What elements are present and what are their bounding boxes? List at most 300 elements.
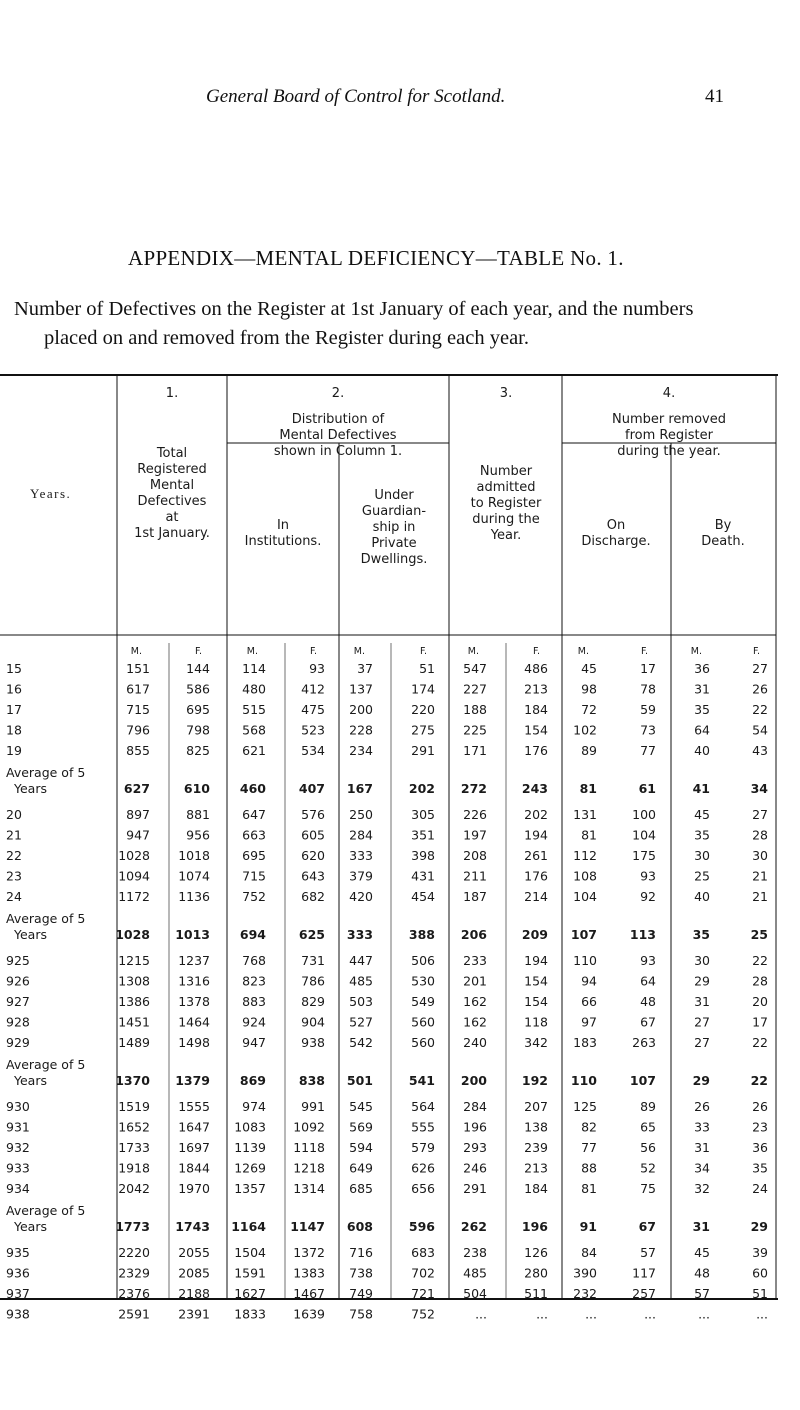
table-cell: 379 (349, 868, 373, 884)
table-cell: 40 (694, 743, 710, 758)
col4b-header-line: By (714, 518, 732, 533)
table-cell: 721 (411, 1286, 435, 1301)
table-cell: 27 (752, 807, 768, 822)
table-row (6, 1245, 768, 1260)
table-cell: 176 (524, 743, 548, 758)
table-cell: 284 (349, 827, 373, 843)
table-cell: 232 (573, 1286, 597, 1301)
table-cell: 26 (752, 1099, 768, 1114)
table-cell: 305 (411, 807, 435, 822)
col3-header-line: to Register (470, 496, 542, 511)
table-cell: 64 (694, 722, 710, 738)
table-cell: 48 (640, 994, 656, 1009)
table-cell: 576 (301, 807, 325, 822)
table-cell: 1498 (178, 1035, 210, 1050)
table-cell: 75 (640, 1181, 656, 1196)
table-cell: 126 (524, 1245, 548, 1260)
table-cell: 214 (524, 889, 548, 904)
table-cell: 656 (411, 1181, 435, 1196)
table-cell: 33 (694, 1119, 710, 1135)
table-cell: 35 (752, 1160, 768, 1176)
table-cell: 262 (460, 1219, 487, 1234)
table-cell: 197 (463, 827, 487, 843)
col4-number: 4. (662, 386, 676, 401)
table-cell: 28 (752, 827, 768, 843)
table-cell: 991 (301, 1099, 325, 1114)
col4-header-line: Number removed (612, 412, 726, 427)
table-row (6, 1035, 768, 1050)
data-table (0, 373, 780, 1322)
table-cell: 2391 (178, 1306, 210, 1322)
table-cell: 1555 (178, 1099, 210, 1114)
table-cell: 620 (301, 848, 325, 863)
year-cell: 932 (6, 1140, 30, 1155)
description-line-1: Number of Defectives on the Register at 1st January of each year, and the numbers (14, 298, 694, 320)
table-cell: 227 (463, 681, 487, 697)
table-cell: 78 (640, 681, 656, 697)
male-header: M. (467, 646, 479, 657)
table-cell: 388 (408, 927, 435, 942)
table-cell: 647 (242, 807, 266, 822)
table-cell: 1357 (234, 1181, 266, 1196)
table-cell: 114 (242, 661, 266, 676)
table-cell: 486 (524, 661, 548, 676)
table-cell: 151 (126, 661, 150, 676)
table-cell: 1591 (234, 1265, 266, 1281)
table-cell: 72 (581, 702, 597, 717)
table-cell: 1519 (118, 1099, 150, 1114)
table-cell: 175 (632, 848, 656, 863)
table-cell: 17 (640, 661, 656, 676)
table-cell: 81 (581, 1181, 597, 1196)
table-cell: 48 (694, 1265, 710, 1281)
col2a-header-line: Institutions. (244, 534, 322, 549)
table-cell: 54 (752, 722, 768, 738)
table-cell: 715 (126, 702, 150, 717)
col2a-header-line: In (276, 518, 290, 533)
col2-header-line: Mental Defectives (279, 428, 397, 443)
table-cell: 798 (186, 722, 210, 738)
table-cell: 21 (752, 889, 768, 904)
table-cell: 32 (694, 1181, 710, 1196)
table-cell: 569 (349, 1119, 373, 1135)
table-cell: 228 (349, 722, 373, 738)
table-cell: 40 (694, 889, 710, 904)
table-cell: 2085 (178, 1265, 210, 1281)
table-cell: 31 (694, 1140, 710, 1155)
col2b-header-line: ship in (372, 520, 416, 535)
year-cell: 927 (6, 994, 30, 1009)
table-cell: 702 (411, 1265, 435, 1281)
table-cell: 88 (581, 1160, 597, 1176)
year-cell: 15 (6, 661, 22, 676)
table-cell: 275 (411, 722, 435, 738)
table-row (6, 1015, 768, 1030)
table-cell: 201 (463, 973, 487, 989)
table-cell: 869 (239, 1073, 266, 1088)
table-cell: 280 (524, 1265, 548, 1281)
table-cell: 17 (752, 1014, 768, 1030)
year-cell: 18 (6, 722, 22, 738)
sex-header-row (131, 646, 760, 657)
year-cell: 928 (6, 1014, 30, 1030)
average-row (6, 911, 768, 942)
year-cell: 17 (6, 702, 22, 717)
table-row (6, 743, 768, 758)
average-label: Years (14, 927, 47, 942)
table-cell: 1504 (234, 1245, 266, 1260)
table-cell: 534 (301, 743, 325, 758)
table-cell: 104 (632, 827, 656, 843)
year-cell: 931 (6, 1119, 30, 1135)
table-row (6, 1307, 768, 1322)
table-cell: 125 (573, 1099, 597, 1114)
table-cell: 209 (521, 927, 548, 942)
table-heading: APPENDIX—MENTAL DEFICIENCY—TABLE No. 1. (128, 246, 624, 270)
table-cell: 31 (694, 994, 710, 1009)
table-row (6, 807, 768, 822)
table-cell: 586 (186, 681, 210, 697)
table-cell: 1833 (234, 1306, 266, 1322)
table-cell: 36 (694, 661, 710, 676)
table-cell: 238 (463, 1245, 487, 1260)
table-cell: 715 (242, 868, 266, 884)
male-header: M. (246, 646, 258, 657)
table-cell: ... (585, 1306, 597, 1322)
male-header: M. (130, 646, 142, 657)
table-cell: 30 (752, 848, 768, 863)
table-cell: 523 (301, 722, 325, 738)
table-row (6, 682, 768, 697)
table-cell: 625 (298, 927, 325, 942)
table-cell: 261 (524, 848, 548, 863)
table-cell: 390 (573, 1265, 597, 1281)
table-cell: 1844 (178, 1160, 210, 1176)
average-row (6, 765, 768, 796)
year-cell: 938 (6, 1306, 30, 1322)
table-cell: 560 (411, 1035, 435, 1050)
table-cell: 1639 (293, 1306, 325, 1322)
table-cell: 45 (694, 807, 710, 822)
table-cell: 29 (692, 1073, 710, 1088)
table-cell: 1489 (118, 1035, 150, 1050)
table-cell: 89 (640, 1099, 656, 1114)
table-cell: 504 (463, 1286, 487, 1301)
average-label: Years (14, 781, 47, 796)
table-cell: 257 (632, 1286, 656, 1301)
table-cell: 974 (242, 1099, 266, 1114)
table-cell: 547 (463, 661, 487, 676)
table-cell: 1237 (178, 953, 210, 968)
table-cell: 93 (640, 868, 656, 884)
col2-header-line: shown in Column 1. (273, 444, 403, 459)
table-cell: 77 (581, 1140, 597, 1155)
table-cell: 1647 (178, 1119, 210, 1135)
table-cell: 333 (346, 927, 373, 942)
table-cell: 2329 (118, 1265, 150, 1281)
table-row (6, 1161, 768, 1176)
table-cell: 897 (126, 807, 150, 822)
table-cell: 29 (694, 973, 710, 989)
table-cell: 284 (463, 1099, 487, 1114)
table-cell: 234 (349, 743, 373, 758)
table-cell: 82 (581, 1119, 597, 1135)
table-cell: 1308 (118, 973, 150, 989)
table-cell: 663 (242, 827, 266, 843)
table-cell: 207 (524, 1099, 548, 1114)
table-cell: 225 (463, 722, 487, 738)
table-cell: 924 (242, 1014, 266, 1030)
table-row (6, 848, 768, 863)
table-cell: 506 (411, 953, 435, 968)
table-cell: 154 (524, 973, 548, 989)
col1-header-line: Defectives (137, 494, 207, 509)
table-cell: 162 (463, 1014, 487, 1030)
table-cell: 97 (581, 1014, 597, 1030)
table-cell: 52 (640, 1160, 656, 1176)
table-cell: 194 (524, 953, 548, 968)
table-cell: 110 (570, 1073, 597, 1088)
table-cell: 1269 (234, 1160, 266, 1176)
table-cell: 291 (463, 1181, 487, 1196)
table-cell: 1314 (293, 1181, 325, 1196)
table-cell: 27 (694, 1035, 710, 1050)
table-cell: 1467 (293, 1286, 325, 1301)
col3-header-line: Year. (490, 528, 522, 543)
year-cell: 930 (6, 1099, 30, 1114)
table-cell: 27 (694, 1014, 710, 1030)
col3-header-line: Number (479, 464, 533, 479)
table-cell: 1697 (178, 1140, 210, 1155)
col4-header-line: during the year. (617, 444, 721, 459)
table-cell: 1094 (118, 868, 150, 884)
table-cell: 51 (419, 661, 435, 676)
col1-header-line: Mental (149, 478, 195, 493)
col3-header-line: during the (472, 512, 540, 527)
table-row (6, 974, 768, 989)
table-cell: 81 (579, 781, 597, 796)
table-cell: 154 (524, 994, 548, 1009)
table-cell: 752 (411, 1306, 435, 1322)
table-cell: 2220 (118, 1245, 150, 1260)
table-cell: 1379 (175, 1073, 210, 1088)
year-cell: 16 (6, 681, 22, 697)
page-number: 41 (705, 86, 724, 107)
average-label: Average of 5 (6, 1203, 86, 1218)
table-cell: 695 (242, 848, 266, 863)
table-cell: 2188 (178, 1286, 210, 1301)
table-cell: 64 (640, 973, 656, 989)
table-cell: 431 (411, 868, 435, 884)
year-cell: 926 (6, 973, 30, 989)
table-cell: 208 (463, 848, 487, 863)
year-cell: 935 (6, 1245, 30, 1260)
table-cell: 1970 (178, 1181, 210, 1196)
table-row (6, 1266, 768, 1281)
table-cell: 102 (573, 722, 597, 738)
table-cell: 65 (640, 1119, 656, 1135)
table-cell: 511 (524, 1286, 548, 1301)
table-cell: 60 (752, 1265, 768, 1281)
table-body (6, 661, 768, 1322)
table-cell: 560 (411, 1014, 435, 1030)
table-cell: 527 (349, 1014, 373, 1030)
table-cell: 796 (126, 722, 150, 738)
year-cell: 19 (6, 743, 22, 758)
female-header: F. (753, 646, 760, 657)
table-cell: 1218 (293, 1160, 325, 1176)
table-cell: 1378 (178, 994, 210, 1009)
table-cell: 1451 (118, 1014, 150, 1030)
table-cell: 51 (752, 1286, 768, 1301)
table-cell: 81 (581, 827, 597, 843)
table-cell: ... (644, 1306, 656, 1322)
table-cell: 192 (521, 1073, 548, 1088)
table-cell: 412 (301, 681, 325, 697)
table-cell: 768 (242, 953, 266, 968)
table-cell: 2055 (178, 1245, 210, 1260)
table-cell: 98 (581, 681, 597, 697)
table-cell: 1083 (234, 1119, 266, 1135)
table-cell: 104 (573, 889, 597, 904)
table-cell: 93 (309, 661, 325, 676)
table-cell: 1018 (178, 848, 210, 863)
table-cell: 1013 (175, 927, 210, 942)
table-cell: ... (536, 1306, 548, 1322)
col4a-header-line: On (606, 518, 626, 533)
table-cell: 542 (349, 1035, 373, 1050)
table-cell: 176 (524, 868, 548, 884)
table-cell: 568 (242, 722, 266, 738)
table-row (6, 953, 768, 968)
table-cell: 555 (411, 1119, 435, 1135)
table-cell: 881 (186, 807, 210, 822)
female-header: F. (420, 646, 427, 657)
table-row (6, 1099, 768, 1114)
year-cell: 937 (6, 1286, 30, 1301)
col2b-header-line: Under (374, 488, 414, 503)
table-cell: 171 (463, 743, 487, 758)
table-cell: 187 (463, 889, 487, 904)
table-cell: 20 (752, 994, 768, 1009)
table-cell: 883 (242, 994, 266, 1009)
table-cell: 59 (640, 702, 656, 717)
table-cell: 35 (694, 827, 710, 843)
table-cell: 200 (460, 1073, 487, 1088)
table-cell: 1627 (234, 1286, 266, 1301)
table-cell: 94 (581, 973, 597, 989)
col1-header-line: Registered (137, 462, 207, 477)
table-cell: 240 (463, 1035, 487, 1050)
table-cell: 752 (242, 889, 266, 904)
table-cell: 956 (186, 827, 210, 843)
table-row (6, 869, 768, 884)
table-cell: 137 (349, 681, 373, 697)
table-cell: 92 (640, 889, 656, 904)
table-cell: 43 (752, 743, 768, 758)
table-cell: 501 (346, 1073, 373, 1088)
table-cell: 31 (692, 1219, 710, 1234)
table-cell: 118 (524, 1014, 548, 1030)
table-cell: 420 (349, 889, 373, 904)
table-cell: 1386 (118, 994, 150, 1009)
table-cell: 26 (752, 681, 768, 697)
table-cell: 22 (752, 1035, 768, 1050)
col4-header-line: from Register (625, 428, 713, 443)
table-cell: 196 (521, 1219, 548, 1234)
table-cell: 246 (463, 1160, 487, 1176)
table-cell: 22 (752, 953, 768, 968)
table-cell: 694 (239, 927, 266, 942)
male-header: M. (577, 646, 589, 657)
table-cell: 938 (301, 1035, 325, 1050)
table-cell: 1652 (118, 1119, 150, 1135)
table-cell: 206 (460, 927, 487, 942)
table-cell: 579 (411, 1140, 435, 1155)
year-cell: 23 (6, 868, 22, 884)
table-cell: 89 (581, 743, 597, 758)
female-header: F. (195, 646, 202, 657)
table-cell: 1372 (293, 1245, 325, 1260)
table-cell: 56 (640, 1140, 656, 1155)
male-header: M. (353, 646, 365, 657)
table-cell: 202 (524, 807, 548, 822)
table-cell: 904 (301, 1014, 325, 1030)
table-cell: 621 (242, 743, 266, 758)
table-row (6, 1181, 768, 1196)
table-cell: 291 (411, 743, 435, 758)
table-cell: 351 (411, 827, 435, 843)
description-line-2: placed on and removed from the Register during each year. (44, 327, 529, 349)
table-cell: 184 (524, 702, 548, 717)
table-cell: 342 (524, 1035, 548, 1050)
col1-header-line: Total (156, 446, 188, 461)
table-cell: 34 (694, 1160, 710, 1176)
table-cell: 211 (463, 868, 487, 884)
table-cell: 738 (349, 1265, 373, 1281)
table-cell: 167 (346, 781, 373, 796)
table-cell: 239 (524, 1140, 548, 1155)
table-cell: 2376 (118, 1286, 150, 1301)
female-header: F. (641, 646, 648, 657)
table-cell: 333 (349, 848, 373, 863)
table-cell: 194 (524, 827, 548, 843)
table-cell: 107 (570, 927, 597, 942)
table-cell: 480 (242, 681, 266, 697)
col3-header-line: admitted (476, 480, 536, 495)
col1-header-line: at (165, 510, 179, 525)
average-label: Years (14, 1219, 47, 1234)
col1-header-line: 1st January. (134, 526, 210, 541)
table-cell: 460 (239, 781, 266, 796)
year-cell: 22 (6, 848, 22, 863)
table-cell: 627 (123, 781, 150, 796)
male-header: M. (690, 646, 702, 657)
table-cell: 84 (581, 1245, 597, 1260)
table-cell: 596 (408, 1219, 435, 1234)
table-cell: 188 (463, 702, 487, 717)
table-cell: 73 (640, 722, 656, 738)
table-cell: 61 (638, 781, 656, 796)
table-cell: 1733 (118, 1140, 150, 1155)
table-cell: 293 (463, 1140, 487, 1155)
table-cell: ... (756, 1306, 768, 1322)
table-cell: 110 (573, 953, 597, 968)
col2b-header-line: Guardian- (361, 504, 427, 519)
table-cell: 45 (581, 661, 597, 676)
table-cell: 138 (524, 1119, 548, 1135)
table-cell: 27 (752, 661, 768, 676)
